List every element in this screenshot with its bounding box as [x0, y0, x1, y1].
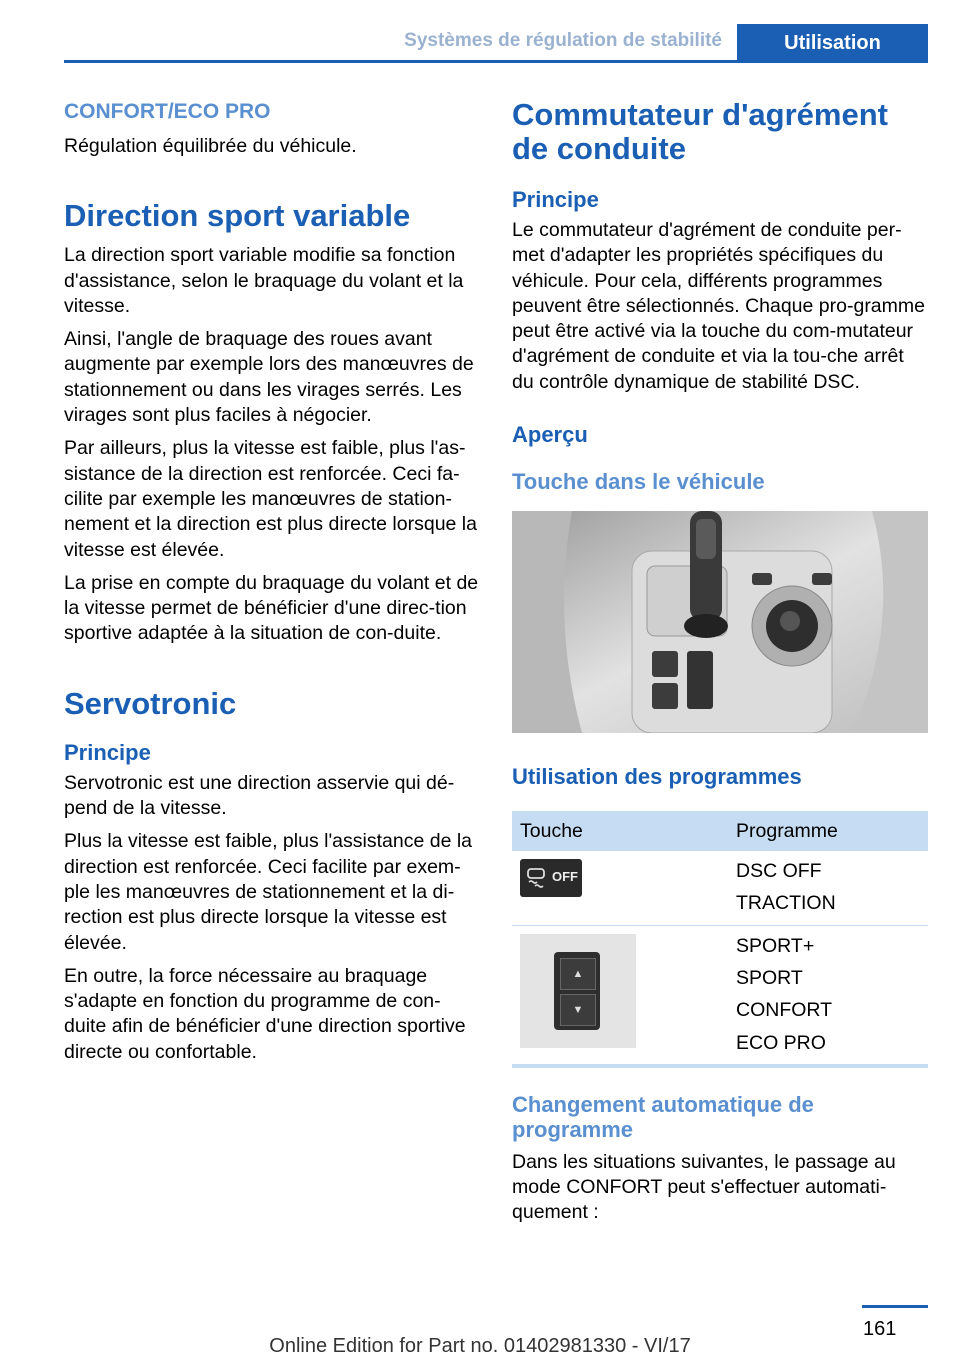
- header-rule: [64, 60, 928, 63]
- driving-experience-switch-icon: ▲ ▼: [520, 934, 636, 1048]
- programme-cell: [728, 851, 928, 925]
- servotronic-principe-heading: Principe: [64, 739, 151, 765]
- programs-table: [512, 811, 928, 1068]
- header-section-title: Systèmes de régulation de stabilité: [404, 30, 722, 51]
- servotronic-title: Servotronic: [64, 685, 237, 721]
- program-name: DSC OFF: [736, 860, 822, 883]
- column-header-touche: Touche: [512, 811, 728, 851]
- page-number: 161: [863, 1318, 897, 1340]
- right-column: [512, 98, 930, 1226]
- changement-text: Dans les situations suivantes, le passage au mode CONFORT peut s'effectuer automati-quement :: [512, 1150, 896, 1224]
- program-name: CONFORT: [736, 999, 833, 1022]
- direction-title: Direction sport variable: [64, 198, 411, 234]
- console-illustration: [512, 511, 928, 733]
- dsc-off-label: OFF: [552, 869, 578, 885]
- column-header-programme: Programme: [728, 811, 928, 851]
- program-name: SPORT: [736, 966, 803, 989]
- direction-paragraph: Ainsi, l'angle de braquage des roues avant augmente par exemple lors des manœuvres de stationnement ou dans les virages serrés. Les virages sont plus faciles à négocier.: [64, 328, 474, 427]
- direction-paragraph: La prise en compte du braquage du volant et de la vitesse permet de bénéficier d'une direc-tion sportive adaptée à la situation de con-duite.: [64, 571, 479, 645]
- touche-cell: [512, 851, 728, 925]
- footer-edition: Online Edition for Part no. 01402981330 - VI/17: [269, 1335, 691, 1357]
- vehicle-console-photo: [512, 511, 928, 733]
- confort-text: Régulation équilibrée du véhicule.: [64, 135, 357, 157]
- confort-heading: CONFORT/ECO PRO: [64, 100, 271, 123]
- utilisation-heading: Utilisation des programmes: [512, 764, 802, 790]
- commutateur-principe-text: Le commutateur d'agrément de conduite per-met d'adapter les propriétés spécifiques du véhicule. Pour cela, différents programmes peuvent être sélectionnés. Chaque pro-gramme peut être activé via la touche du com-mutateur d'agrément de conduite et via la tou-che arrêt du contrôle dynamique de stabilité DSC.: [512, 219, 925, 393]
- direction-paragraph: Par ailleurs, plus la vitesse est faible, plus l'as-sistance de la direction est renforcée. Ceci fa-cilite par exemple les manœuvres de station-nement et la direction est plus directe lorsque la vitesse est élevée.: [64, 437, 477, 561]
- header-tab[interactable]: Utilisation: [737, 24, 928, 63]
- commutateur-principe-heading: Principe: [512, 187, 599, 212]
- left-column: [64, 98, 482, 1065]
- commutateur-title: Commutateur d'agrément de conduite: [512, 97, 888, 166]
- servotronic-paragraph: Servotronic est une direction asservie qui dé-pend de la vitesse.: [64, 771, 455, 820]
- servotronic-paragraph: En outre, la force nécessaire au braquage s'adapte en fonction du programme de con-duite afin de bénéficier d'une direction sportive directe ou confortable.: [64, 964, 466, 1063]
- program-name: TRACTION: [736, 892, 836, 915]
- changement-heading: Changement automatique de programme: [512, 1091, 814, 1142]
- table-header-row: [512, 811, 928, 851]
- apercu-heading: Aperçu: [512, 422, 588, 448]
- direction-paragraph: La direction sport variable modifie sa fonction d'assistance, selon le braquage du volant et la vitesse.: [64, 244, 464, 317]
- table-row: [512, 851, 928, 925]
- program-name: SPORT+: [736, 934, 815, 957]
- touche-cell: [512, 925, 728, 1066]
- program-name: ECO PRO: [736, 1031, 826, 1054]
- page-number-rule: [862, 1305, 928, 1308]
- table-row: [512, 925, 928, 1066]
- programme-cell: [728, 925, 928, 1066]
- servotronic-paragraph: Plus la vitesse est faible, plus l'assistance de la direction est renforcée. Ceci facilite par exem-ple les manœuvres de stationnement et la di-rection est plus directe lorsque la vitesse est élevée.: [64, 830, 473, 954]
- touche-subheading: Touche dans le véhicule: [512, 469, 765, 495]
- dsc-off-button-icon: [520, 859, 582, 897]
